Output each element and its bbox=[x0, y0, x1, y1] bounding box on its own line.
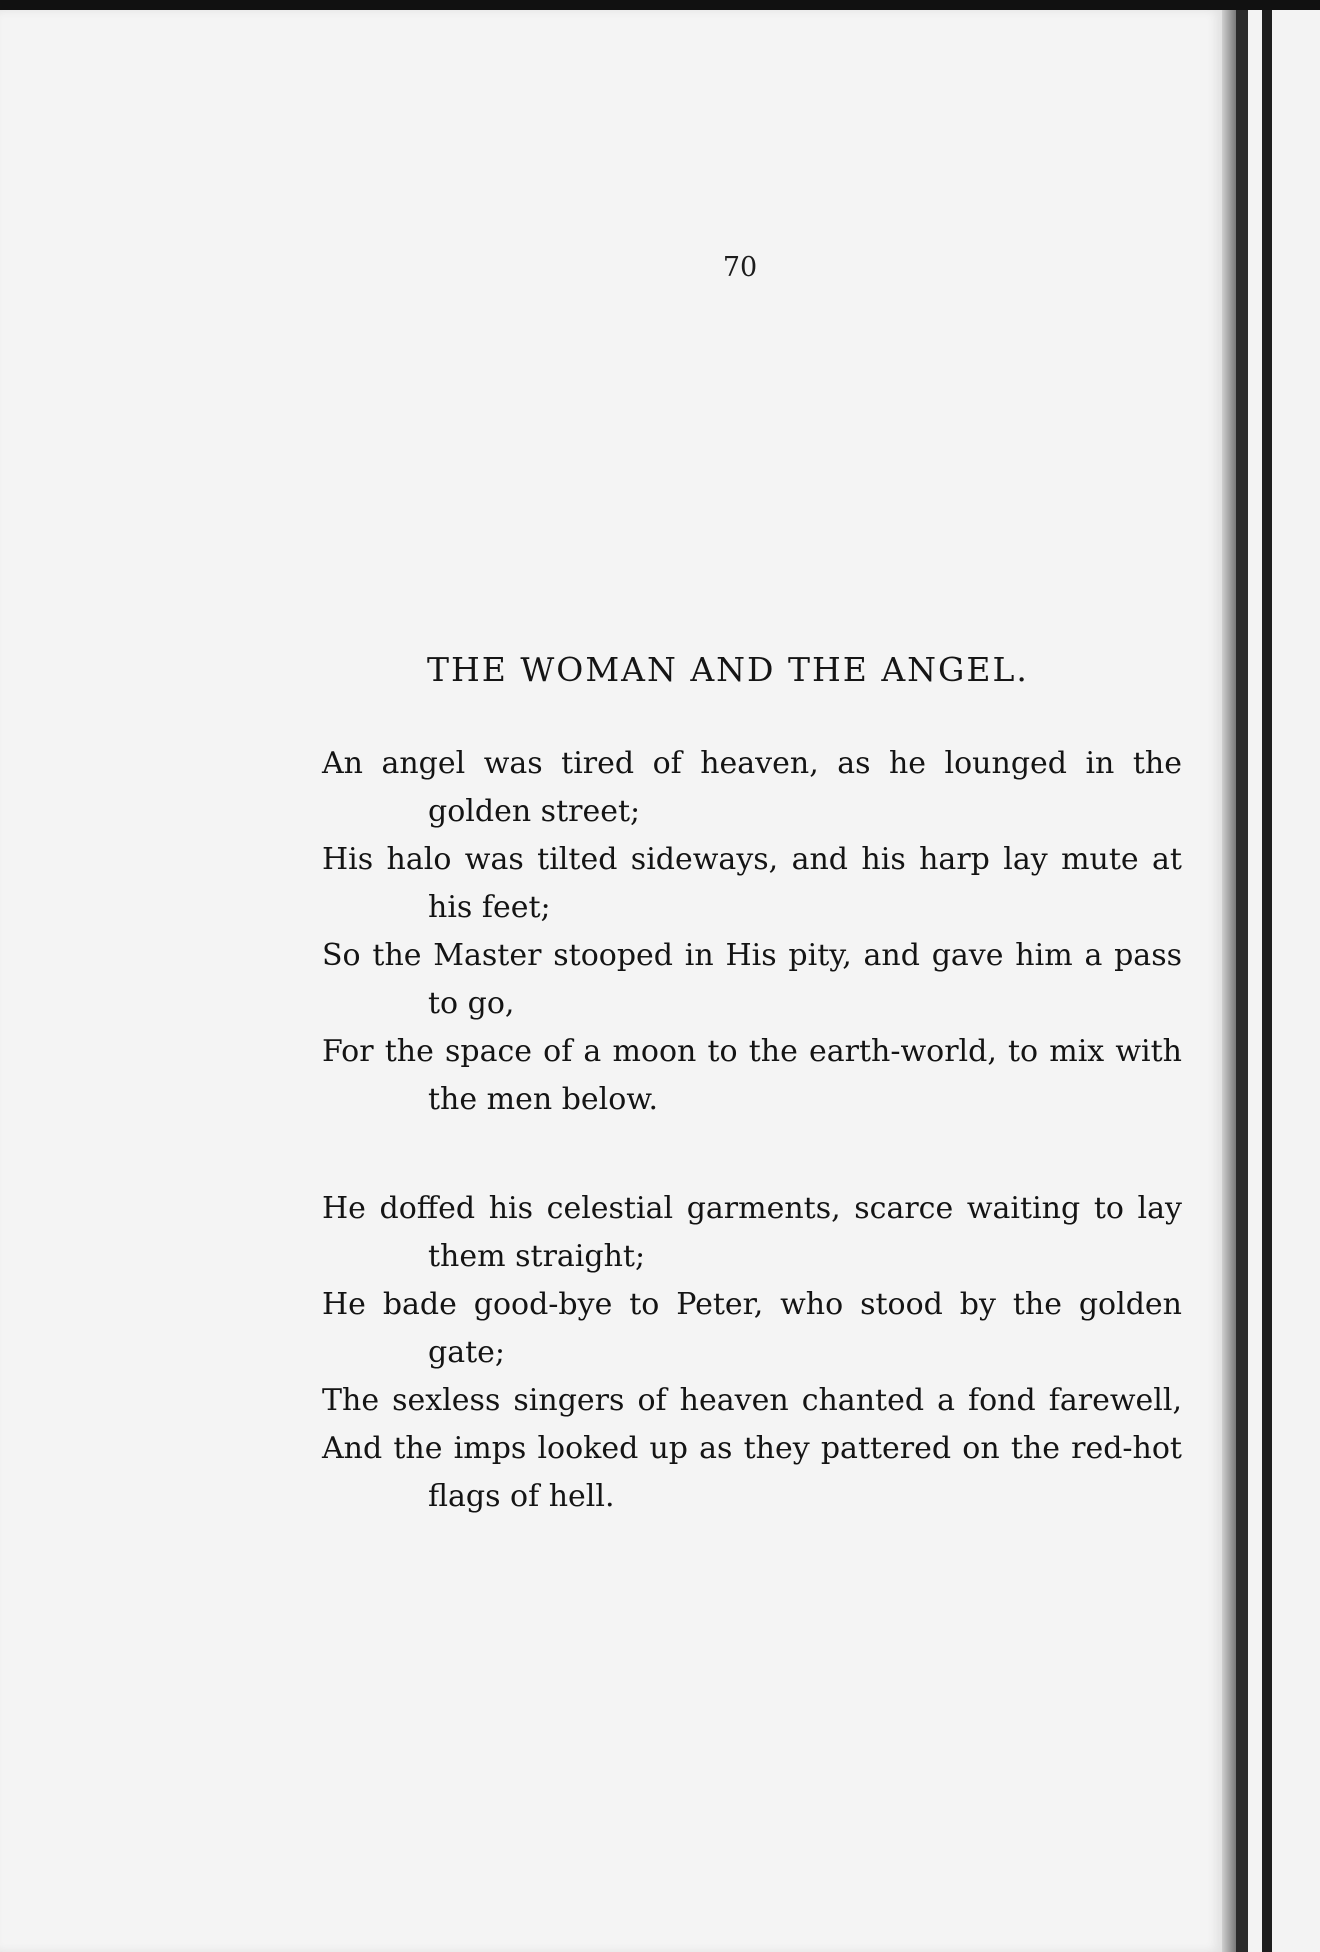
poem-line bbox=[322, 836, 1182, 884]
poem-line-text: He bade good-bye to Peter, who stood by the golden bbox=[322, 1287, 1182, 1322]
poem-line bbox=[322, 1473, 1182, 1521]
poem-line bbox=[322, 980, 1182, 1028]
page-edge-shadow bbox=[1222, 10, 1236, 1952]
poem-line bbox=[322, 788, 1182, 836]
poem-line-text: And the imps looked up as they pattered on the red-hot bbox=[322, 1431, 1182, 1466]
poem-line-text: to go, bbox=[428, 986, 515, 1021]
poem-line bbox=[322, 1233, 1182, 1281]
poem-line bbox=[322, 1076, 1182, 1124]
next-page-border bbox=[1262, 10, 1272, 1952]
stanza-1 bbox=[322, 740, 1182, 1124]
stanza-2 bbox=[322, 1185, 1182, 1521]
poem-line-text: The sexless singers of heaven chanted a fond farewell, bbox=[322, 1383, 1182, 1418]
poem-line bbox=[322, 1329, 1182, 1377]
poem-line bbox=[322, 1377, 1182, 1425]
poem-line-text: the men below. bbox=[428, 1082, 658, 1117]
binding-gutter bbox=[1236, 10, 1248, 1952]
poem-line-text: An angel was tired of heaven, as he lounged in the bbox=[322, 746, 1182, 781]
poem-line bbox=[322, 1185, 1182, 1233]
poem-line-text: flags of hell. bbox=[428, 1479, 615, 1514]
poem-line bbox=[322, 1281, 1182, 1329]
poem-line-text: So the Master stooped in His pity, and gave him a pass bbox=[322, 938, 1182, 973]
poem-title: THE WOMAN AND THE ANGEL. bbox=[427, 650, 1029, 689]
poem-line-text: For the space of a moon to the earth-world, to mix with bbox=[322, 1034, 1182, 1069]
next-page-strip bbox=[1248, 10, 1320, 1952]
poem-line bbox=[322, 932, 1182, 980]
poem-line-text: his feet; bbox=[428, 890, 551, 925]
page-number: 70 bbox=[722, 252, 758, 283]
poem-line bbox=[322, 1028, 1182, 1076]
poem-line-text: gate; bbox=[428, 1335, 506, 1370]
poem-line bbox=[322, 884, 1182, 932]
poem-line-text: His halo was tilted sideways, and his harp lay mute at bbox=[322, 842, 1182, 877]
poem-line bbox=[322, 740, 1182, 788]
poem-line bbox=[322, 1425, 1182, 1473]
poem-line-text: He doffed his celestial garments, scarce waiting to lay bbox=[322, 1191, 1182, 1226]
poem-line-text: them straight; bbox=[428, 1239, 646, 1274]
poem-line-text: golden street; bbox=[428, 794, 641, 829]
book-page bbox=[0, 10, 1222, 1952]
